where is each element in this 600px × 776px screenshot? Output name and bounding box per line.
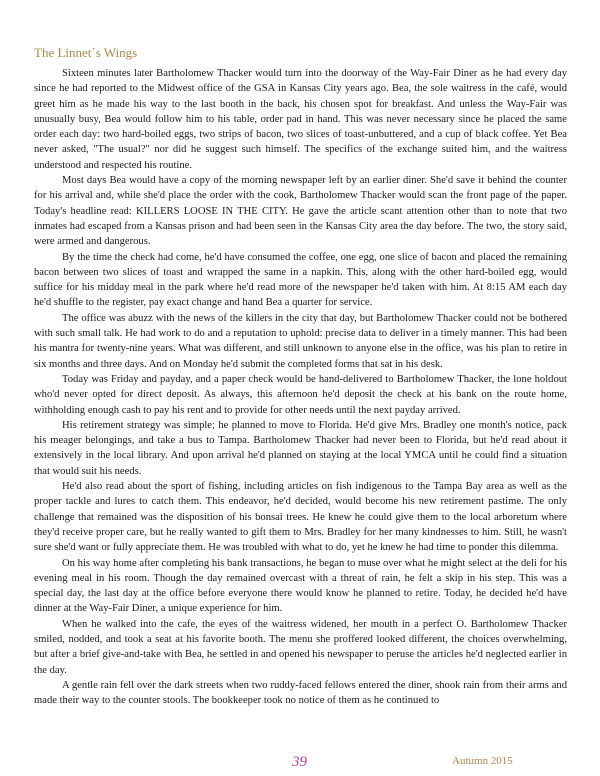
- page-number: 39: [292, 754, 307, 770]
- paragraph: His retirement strategy was simple; he planned to move to Florida. He'd give Mrs. Bradley one month's notice, pack his meager belongings, and take a bus to Tampa. Bartholomew Thacker had never been to Florida, but he'd read about it extensively in the local library. And upon arrival he'd planned on staying at the local YMCA until he could find a situation that would suit his needs.: [34, 419, 567, 477]
- issue-label: Autumn 2015: [452, 755, 513, 767]
- paragraph: A gentle rain fell over the dark streets when two ruddy-faced fellows entered the diner, shook rain from their arms and made their way to the counter stools. The bookkeeper took no notice of them as he continued to: [34, 679, 567, 707]
- paragraph: When he walked into the cafe, the eyes of the waitress widened, her mouth in a perfect O. Bartholomew Thacker smiled, nodded, and took a seat at his favorite booth. The menu she proffered looked different, the choices overwhelming, but after a brief give-and-take with Bea, he settled in and opened his newspaper to peruse the articles he'd neglected earlier in the day.: [34, 618, 567, 676]
- running-header: The Linnet´s Wings: [34, 45, 138, 60]
- paragraph: On his way home after completing his bank transactions, he began to muse over what he might select at the deli for his evening meal in his room. Though the day remained overcast with a threat of rain, he felt a skip in his step. This was a special day, the last day at the office before everyone there would know he planned to retire. Today, he decided he'd have dinner at the Way-Fair Diner, a unique experience for him.: [34, 557, 567, 615]
- article-body: [34, 66, 567, 708]
- paragraph: Most days Bea would have a copy of the morning newspaper left by an earlier diner. She'd save it behind the counter for his arrival and, while she'd place the order with the cook, Bartholomew Thacker would scan the front page of the paper. Today's headline read: KILLERS LOOSE IN THE CITY. He gave the article scant attention other than to note that two inmates had escaped from a Kansas prison and had been seen in the Kansas City area the day before. The two, the story said, were armed and dangerous.: [34, 175, 567, 248]
- paragraph: He'd also read about the sport of fishing, including articles on fish indigenous to the Tampa Bay area as well as the proper tackle and lures to catch them. This endeavor, he'd decided, would become his new retirement pastime. The only challenge that remained was the disposition of his bonsai trees. He knew he could give them to the local arboretum where they'd receive proper care, but he really wanted to gift them to Mrs. Bradley for her many kindnesses to him. Still, he wasn't sure she'd want or fully appreciate them. He was troubled with what to do, yet he knew he had time to ponder this dilemma.: [34, 481, 567, 554]
- paragraph: The office was abuzz with the news of the killers in the city that day, but Bartholomew Thacker could not be bothered with such small talk. He had work to do and a reputation to uphold: precise data to deliver in a timely manner. This had been his mantra for twenty-nine years. What was different, and still unknown to anyone else in the office, was his plan to retire in six months and three days. And on Monday he'd submit the completed forms that sat in his desk.: [34, 312, 567, 370]
- paragraph: By the time the check had come, he'd have consumed the coffee, one egg, one slice of bacon and placed the remaining bacon between two slices of toast and wrapped the same in a napkin. This, along with the other hard-boiled egg, would suffice for his midday meal in the park where he'd read more of the newspaper he'd taken with him. At 8:15 AM each day he'd shuffle to the register, pay exact change and hand Bea a quarter for service.: [34, 251, 567, 309]
- paragraph: Sixteen minutes later Bartholomew Thacker would turn into the doorway of the Way-Fair Diner as he had every day since he had reported to the Midwest office of the GSA in Kansas City years ago. Bea, the sole waitress in the café, would greet him as he made his way to the last booth in the back, his chosen spot for breakfast. And unless the Way-Fair was unusually busy, Bea would follow him to his table, order pad in hand. This was never necessary since he placed the same order each day: two hard-boiled eggs, two strips of bacon, two slices of toast-unbuttered, and a cup of black coffee. Yet Bea never asked, "The usual?" nor did he suggest such himself. The specifics of the exchange suited him, and the waitress understood and respected his routine.: [34, 68, 567, 171]
- paragraph: Today was Friday and payday, and a paper check would be hand-delivered to Bartholomew Thacker, the lone holdout who'd never opted for direct deposit. As always, this afternoon he'd deposit the check at his bank on the route home, withholding enough cash to pay his rent and to provide for other needs until the next payday arrived.: [34, 373, 567, 416]
